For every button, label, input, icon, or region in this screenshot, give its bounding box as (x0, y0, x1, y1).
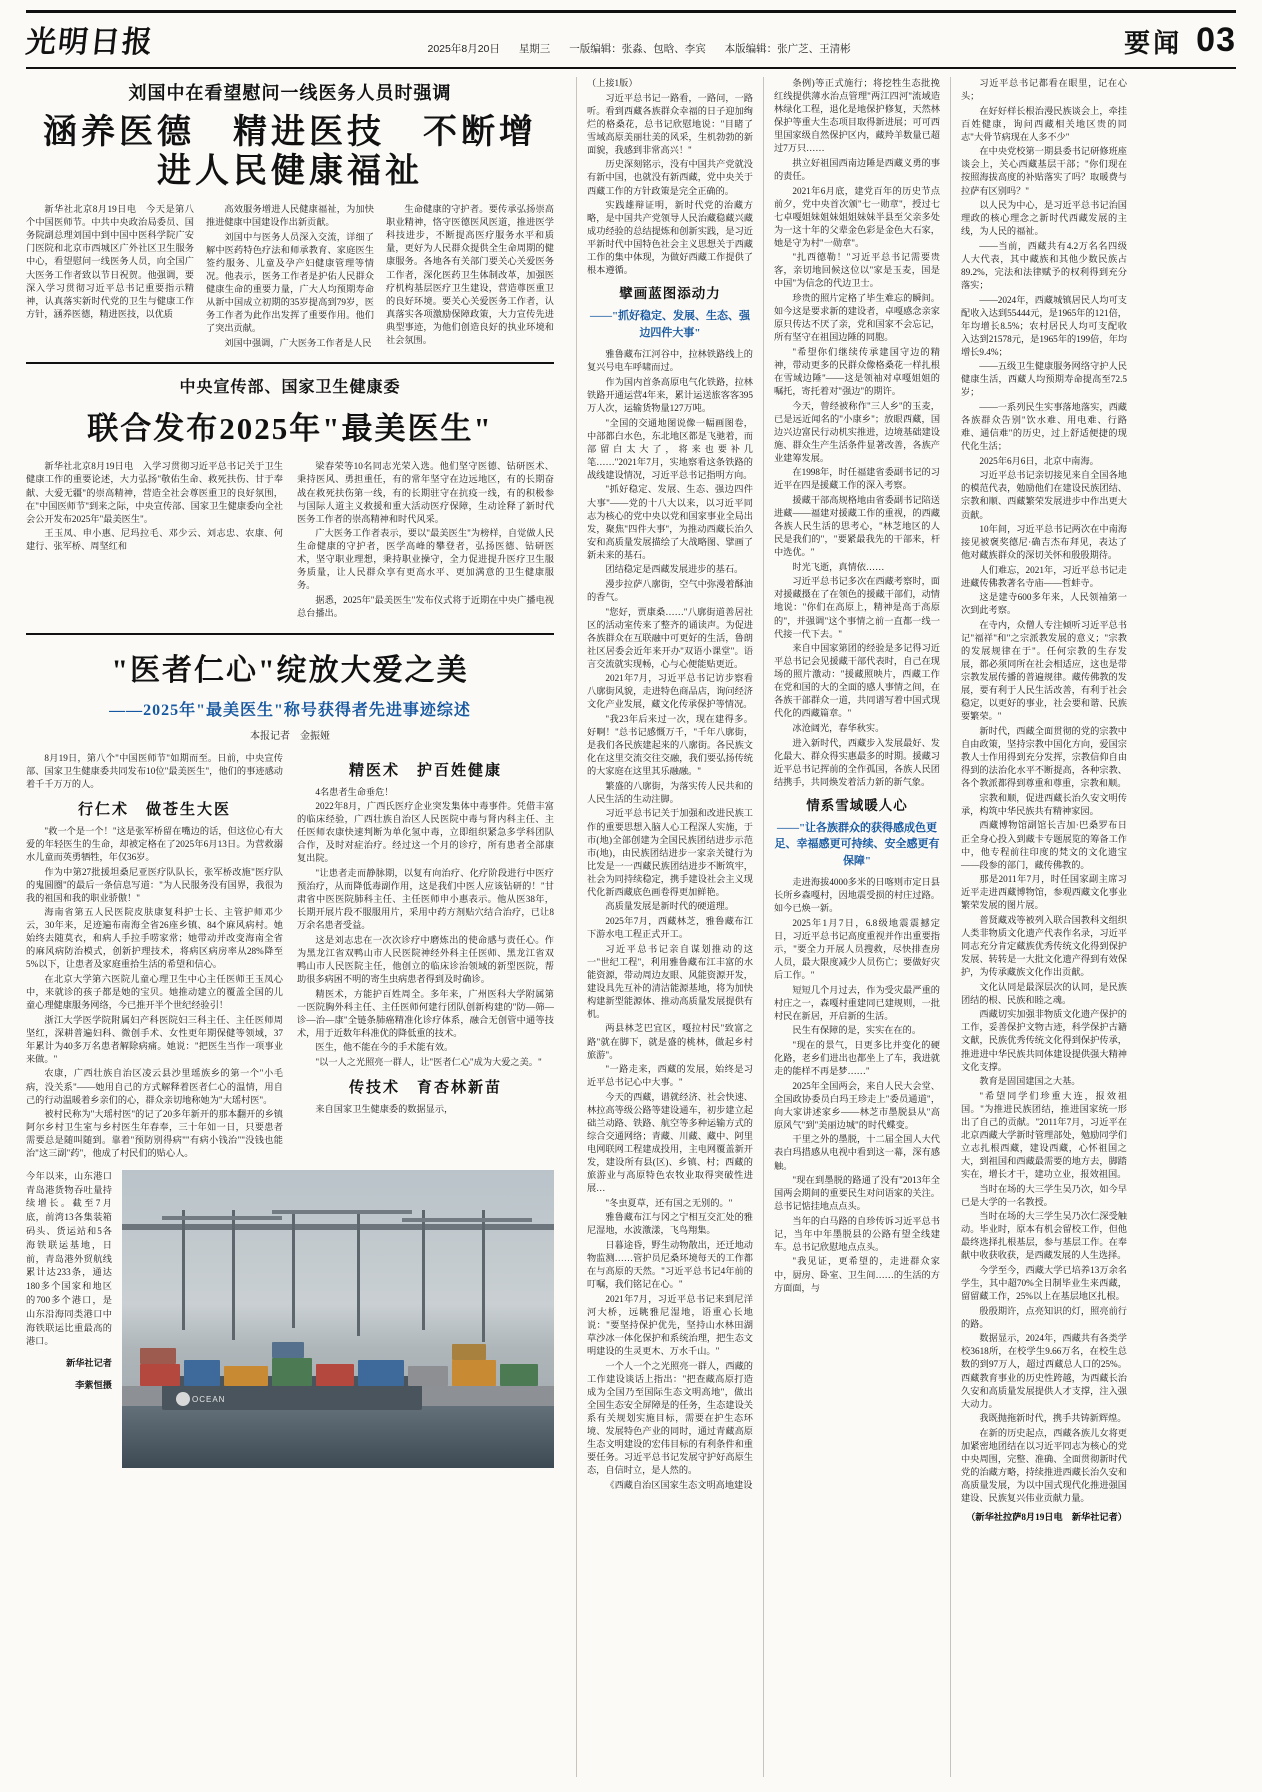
col4-body-top: 条例)等正式施行；将挖牲生态批挽红线提供薄水治点管理"两江四河"流域造林绿化工程，退化是地保护修复，天然林保护等重大生态项目取得新进展；可可西里国家级自然保护区内，藏羚羊数量已超过7万只…… 拱立好祖国西南边陲是西藏义勇的事的责任。 2021年6月底，建党百年的历史节点前夕，党中央首次颁"七一勋章"，授过七七卓嘎姐妹姐妹姐姐妹妹半县至父亲多处为一这十年的父辈金色彩是金色大石家，她是守为村"一勋章"。 "扎西德勒！"习近平总书记需要贵客，亲切地回候这位以"家是玉麦，国是中国"为信念的代边卫士。 珍贵的照片定格了毕生难忘的瞬间。如今这是要求新的建设者，卓嘎感念亲家原只传达不厌了亲，党和国家不会忘记，所有坚守在祖国边陲的同胞。 "希望你们继续传承建国守边的精神，带动更多的民群众像格桑花一样扎根在雪域边陲"——这是领袖对卓嘎姐姐的嘱托，寄托着对"强边"的期许。 今天，曾经被称作"三人乡"的玉麦，已是远近闻名的"小康乡"；放眼西藏，国边兴边富民行动机实推进，边境基础建设施、群众生产生活条件显著改善，各族产业建筹发展。 在1998年，时任福建省委副书记的习近平在四是援藏工作的深入考察。 援藏干部高规格地由省委副书记陪送进藏——福建对援藏工作的重视，的西藏各族人民生活的思考心，"林芝地区的人民是我们的"，"要紧最我先的干部来，杆中选优。" 时光飞逝，真情依…… 习近平总书记多次在西藏考察时，面对援藏摄在了在领色的援藏干部们，动情地说："你们在高原上，精神是高于高原的"，并强调"这个事情之前一直都一线一代接一代下去。" 来自中国家第团的经验是多记得习近平总书记会见援藏干部代表时，自己在现场的照片激动："援藏照映片，西藏工作在党和国的大的全面的感人事情之间，在各族干部群众一道，共同谱写着中国式现代化的西藏篇章。" 冰沧阔光，春华秋实。 进入新时代，西藏步入发展最好、发化最大、群众得实惠最多的时期。援藏习近平总书记挥前的全作孤国，各族人民团结携手，共同焕发着活力新的新气象。 (774, 78, 940, 787)
photo-credit-agency: 新华社记者 (66, 1358, 112, 1369)
col4-body-bottom: 走进海拔4000多米的日喀则市定日县长所乡森嘎村，因地震受损的村庄过路。如今已焕一新。 2025年1月7日，6.8级地震震撼定日，习近平总书记高度重视并作出重要指示，"要全力开展人员搜救，尽快排查房人员，最大限度减少人员伤亡；要做好灾后工作。" 短短几个月过去，作为受灾最严重的村庄之一，森嘎村重建同已建规则，一批村民在新居，开启新的生活。 民生有保障的是，实实在在的。 "现在的景气，日更多比并变化的硬化路，老乡们进出也都坐上了车，我进就走的能样不再是梦……" 2025年全国两会，来自人民大会堂、全国政协委员白玛王珍走上"委员通道"，向大家讲述家乡——林芝市墨脱县从"高原风气"到"美丽边城"的时代蝶变。 干里之外的墨脱，十二届全国人大代表白玛措感从电视中看到这一幕，深有感触。 "现在到墨脱的路通了没有"2013年全国两会期间的重要民生对问语家的关注。总书记惦挂地点点头。 当年的白马路的自珍传诉习近平总书记，当年中年墨脱县的公路有望全线建车。总书记欣慰地点点头。 "我见证，更希望的，走进群众家中，厨房、卧室、卫生间……的生活的方方面面，与 (774, 877, 940, 1293)
editor-page1: 一版编辑：张淼、包晗、李宾 (569, 43, 706, 55)
divider-2 (26, 633, 554, 635)
article2-kicker: 中央宣传部、国家卫生健康委 (179, 379, 401, 397)
masthead (26, 21, 1236, 69)
col4-section-heading: 情系雪域暖人心 (806, 797, 908, 813)
top-rule (26, 10, 1236, 13)
article3-section2: 精医术 护百姓健康 (348, 762, 502, 779)
article2-col2: 梁春荣等10名同志光荣入选。他们坚守医德、钻研医术、秉持医风、勇担重任，有的常年坚守在边远地区，有的长期奋战在救死扶伤第一线，有的长期驻守在抗疫一线，有的积极参与国际人道主义救援和重大活动医疗保障，生动诠释了新时代医务工作者的崇高精神和时代风采。 广大医务工作者表示，要以"最美医生"为榜样，自觉做人民生命健康的守护者，医学高峰的攀登者，弘扬医德、钻研医术，坚守职业理想，秉持职业操守，全力促进提升医疗卫生服务质量，让人民群众享有更高水平、更加满意的卫生健康服务。 据悉，2025年"最美医生"发布仪式将于近期在中央广播电视总台播出。 (297, 461, 554, 619)
article3-subhead: ——2025年"最美医生"称号获得者先进事迹综述 (109, 701, 471, 719)
article1-col3: 生命健康的守护者。要传承弘扬崇高职业精神，恪守医德医风医道，推进医学科技进步，不断提高医疗服务水平和质量，更好为人民群众提供全生命周期的健康服务。各地各有关部门要关心关爱医务工作者，深化医药卫生体制改革，加强医疗机构基层医疗卫生建设，营造尊医重卫的良好环境。要关心关爱医务工作者，认真落实各项激励保障政策，大力宣传先进典型事迹，为他们创造良好的执业环境和社会氛围。 (386, 204, 554, 345)
article1-col2: 高效服务增进人民健康福祉，为加快推进健康中国建设作出新贡献。 刘国中与医务人员深入交流，详细了解中医药特色疗法和师承教育、家庭医生签约服务、儿童及孕产妇健康管理等情况。他表示，医务工作者是护佑人民群众健康生命的重要力量，广大人均预期寿命从新中国成立初期的35岁提高到79岁，医务工作者为此作出发挥了重要作用。他们了突出贡献。 刘国中强调，广大医务工作者是人民 (206, 204, 374, 348)
article3-section1: 行仁术 做苍生大医 (77, 801, 231, 818)
issue-date: 2025年8月20日 (427, 43, 500, 55)
photo-block (26, 1170, 554, 1468)
article-liu-guozhong (26, 79, 554, 351)
ship-name: OCEAN (192, 1394, 226, 1404)
issue-weekday: 星期三 (518, 43, 551, 55)
col3-body: 雅鲁藏布江河谷中，拉林铁路线上的复兴号电车呼啸而过。 作为国内首条高原电气化铁路，拉林铁路开通运营4年来，累计运送旅客客395万人次，运输货物量127万吨。 "全国的交通地图说像一幅画图卷，中部都白水色，东北地区都是飞驰着，而部留白太大了，将来也要补几笔……"2021年7月，实地察看这条铁路的战线建设情况，习近平总书记指明方向。 "抓好稳定、发展、生态、强边四件大事"——党的十八大以来，以习近平同志为核心的党中央以党和国家事业全局出发，聚焦"四件大事"，为推动西藏长治久安和高质量发展描绘了大战略图、擘画了新未来的基石。 团结稳定是西藏发展进步的基石。 漫步拉萨八廓街，空气中弥漫着酥油的香气。 "您好，贾康桑……"八廓街道善居社区的活动室传来了整齐的诵读声。为促进各族群众在互联融中可更好的生活，鲁朗社区居委会近年来开办"双语小课堂"。语言交流就实现畅，心与心便能贴更近。 2021年7月，习近平总书记访步察看八廓街风貌，走进特色商品店，询问经济文化产业发展，藏文化传承保护等情况。 "我23年后来过一次，现在建得多。好啊！"总书记感慨万千，"千年八廓街，是我们各民族建起来的八廓街。各民族文化在这里交流交往交融，我们要弘扬传统的大家庭在这里其乐融融。" 繁盛的八廓街，为落实传人民共和的人民生活的生动注脚。 习近平总书记关于加强和改进民族工作的重要思想入脑人心工程深人实施，于市(地)全部创建为全国民族团结进步示范市(地)，由民族团结进步一家亲关键行为比发是一一西藏民族团结进步不断筑牢，社会为同持续稳定，携手建设社会主义现代化新西藏底色画卷得更加鲜艳。 高质量发展是新时代的硬道理。 2025年7月，西藏林芝，雅鲁藏布江下游水电工程正式开工。 习近平总书记亲自谋划推动的这一"世纪工程"，利用雅鲁藏布江丰富的水能资源，带动周边友眼、风能资源开发，建设具先互补的清洁能源基地，将为加快构建新型能源体、推动高质量发展提供有机。 两县林芝巴宜区，嘎拉村民"致富之路"就在脚下，就是盛的桃林，做起乡村旅游"。 "一路走来，西藏的发展，始终是习近平总书记心中大事。" 今天的西藏，谱就经济、社会快速、林拉高等级公路等建设通车，初步建立起础兰动路、铁路、航空等多种运输方式的综合交通网络；青藏、川藏、藏中、阿里电网联网工程建成投用，主电网覆盖新开发，建设所有县(区)、乡镇、村；西藏的旅游业与高原特色农牧业取得突破性进展… "冬虫夏草，还有国之无别的。" 雅鲁藏布江与冈之宁相互交汇处的雅尼湿地，水波激漾，飞鸟翔集。 日暮途昏，野生动物散出，还迁地动物监测……管护员尼桑环境每天的工作都在与高原的天然。"习近平总书记4年前的叮嘱，我们铭记在心。" 2021年7月，习近平总书记来到尼洋河大桥，远眺雅尼湿地，语重心长地说："要坚持保护优先，坚持山水林田湖草沙冰一体化保护和系统治理，把生态文明建设的生灵更木、万水千山。" 一个人一个之光照亮一群人，西藏的工作建设谈话上指出："把查藏高原打造成为全国乃至国际生态文明高地"，做出全国生态安全屏障是的任务，生态建设关系有关规划实施目标，需要在护生态环境、发展特色产业的同时，通过青藏高原生态文明建设的宏伟目标的有利条件和重要任务。习近平总书记发展守护好高原生态，自信时立，是人然的。 《西藏自治区国家生态文明高地建设 (587, 349, 753, 1490)
column-divider-a (576, 77, 577, 1777)
article3-col2: 精医术 护百姓健康 4名患者生命垂危！ 2022年8月，广西氏医疗企业突发集体中毒事件。凭借丰富的临床经验，广西壮族自治区人民医院中毒与肾内科主任、主任医师农康快速判断为单化氢中毒，立即组织紧急多学科团队合作，及时对症治疗。经过这一个月的诊疗，所有患者全部康复出院。 "让患者走而静脉期，以复有向治疗、化疗阶段进行中医疗预治疗，从而降低毒副作用，这是我们中医人应该钻研的！"甘肃省中医医院肺科主任、主任医师申小惠表示。他从医38年，长期开展片段不服服用片，采用中药方剂贴穴结合治疗，已让8万余名患者受益。 这是刘志忠在一次次诊疗中磨炼出的使命感与责任心。作为黑龙江省双鸭山市人民医院神经外科主任医师、黑龙江省双鸭山市人民医院主任，他创立的临床诊治领域的新型医院，帮助很多病困不明的寄生虫病患者得到及时确诊。 精医术，方能护百姓周全。多年来，广州医科大学附属第一医院胸外科主任、主任医师何建行团队创新构建的"防—筛—诊—治—康"全链条肺癌精准化诊疗体系，融合无创管中通等技术，用于近数年科准优的降低重的技术。 医生，他不能在今的手术能有效。 "以一人之光照亮一群人，让"医者仁心"成为大爱之美。" 传技术 育杏林新苗 来自国家卫生健康委的数据显示， (297, 752, 554, 1162)
article-doctors-benevolence (26, 645, 554, 1162)
column-divider-c (950, 77, 951, 1777)
col5-signoff: （新华社拉萨8月19日电 新华社记者） (966, 1512, 1127, 1523)
masthead-info (154, 41, 1124, 61)
article2-headline: 联合发布2025年"最美医生" (87, 411, 493, 447)
photo-caption-text: 今年以来，山东港口青岛港货物吞吐量持续增长。截至7月底，前湾13各集装箱码头、货运站和5各海铁联运基地，日前，青岛港外贸航线累计达233条，通达180多个国家和地区的700多个港口，是山东沿海同类港口中海铁联运比重最高的港口。 (26, 1170, 112, 1347)
article1-kicker: 刘国中在看望慰问一线医务人员时强调 (128, 83, 452, 103)
col3-section-heading: 擘画蓝图添动力 (619, 286, 721, 302)
column-3 (587, 77, 753, 1777)
col3-continuation-note: （上接1版） 习近平总书记一路看，一路问，一路听。看到西藏各族群众幸福的日子迎加绚烂的格桑花，总书记欣慰地说："目睹了雪域高原美丽壮美的风采，生机勃勃的新面貌，我感到非常高兴！" 历史深刻铭示，没有中国共产党就没有新中国，也就没有新西藏，党中央关于西藏工作的方针政策是完全正确的。 实践雄辩证明，新时代党的治藏方略，是中国共产党领导人民治藏稳藏兴藏成功经验的总结提炼和创新实践，是习近平新时代中国特色社会主义思想关于西藏工作的集中体现，为做好西藏工作提供了根本遵循。 (587, 78, 753, 276)
col5-body: 习近平总书记都看在眼里，记在心头； 在好好样长根治漫民族谈会上，牵挂百姓健康，询问西藏相关地区贵的同志"大骨节病现在人多不少" 在中央党校第一期县委书记研修班座谈会上，关心西藏基层干部；"你们现在按照海拔高度的补贴落实了吗？取暖费与拉萨有区别吗？" 以人民为中心，是习近平总书记治国理政的核心理念之新时代西藏发展的主线，为人民的福祉。 ——当前，西藏共有4.2万名名四级人大代表，其中藏族和其他少数民族占89.2%，完法和法律赋予的权利得到充分落实； ——2024年，西藏城镇居民人均可支配收入达到55444元，是1965年的121倍，年均增长8.5%；农村居民人均可支配收入达到21578元，是1965年的199倍，年均增长9.4%； ——五级卫生健康服务网络守护人民健康生活，西藏人均预期寿命提高至72.5岁； ——一系列民生实事落地落实，西藏各族群众告别"饮水难、用电难、行路难、通信难"的历史，过上舒适便捷的现代化生活； 2025年6月6日，北京中南海。 习近平总书记亲切接见来自全国各地的模范代表，勉励他们在建设民族团结、宗教和顺、西藏繁荣发展进步中作出更大贡献。 10年间，习近平总书记两次在中南海接见被褒奖德尼·确吉杰布拜见，表达了他对藏族群众的深切关怀和殷殷期待。 人们难忘，2021年，习近平总书记走进藏传佛教著名寺庙——哲蚌寺。 这是建寺600多年来，人民领袖第一次到此考察。 在寺内，众僧人专注倾听习近平总书记"福祥"和"之宗派教发展的意义；"宗教的发展规律在于"。任何宗教的生存发展，都必须同所在社会相适应，这也是带宗教发展传播的普遍规律。藏传佛教的发展，要有利于人民生活改善，有利于社会稳定，以更好的事业，社会要和谐、民族要繁荣。" 新时代，西藏全面贯彻的党的宗教中自由政策，坚持宗教中国化方向，爱国宗教人士作用得到充分发挥，宗教信仰自由得到的法治化水平不断提高，各种宗教、各个教派都得到尊重和尊重，宗教和顺。 宗教和顺，促进西藏长治久安文明传承，构筑中华民族共有精神家园。 西藏博物馆副馆长吉加·巴桑罗布日正全身心投入到藏卡专题展览的筹备工作中，他专程前往印度的梵文的文化遗宝——段参的部门，藏传佛教的。 那是2011年7月，时任国家副主席习近平走进西藏博物馆，参观西藏文化事业繁荣发展的图片展。 普贤藏戏等被列入联合国教科文组织人类非物质文化遗产代表作名录，习近平同志充分肯定藏族优秀传统文化得到保护发展、转转是一大批文化遗产得到有效保护，为传承藏族文化作出贡献。 文化认同是最深层次的认同，是民族团结的根、民族和睦之魂。 西藏切实加强非物质文化遗产保护的工作，妥善保护文物古迹，科学保护古籍文献，民族优秀传统文化得到保护传承，推进进中华民族共同体建设提供强大精神文化支撑。 教育是固国建国之大基。 "希望同学们珍重大连，报效祖国。"为推进民族团结，推进国家统一形出了自己的贡献。"2011年7月，习近平在北京西藏大学新时管理部处，勉励同学们立志扎根西藏，建设西藏，心怀祖国之大，到祖国和西藏最需要的地方去，脚踏实在，增长才干，建功立业，报效祖国。 当时在场的大三学生吴乃次，如今早已是大学的一名教授。 当时在场的大三学生吴乃次仁深受触动。毕业时，原本有机会留校工作，但他最终选择扎根基层，参与基层工作。在奉献中收获收获，是西藏发展的人生选择。 今学至今，西藏大学已培养13万余名学生，其中超70%全日制毕业生来西藏，留留藏工作，25%以上在基层地区扎根。 殷殷期许，点亮知识的灯，照亮前行的路。 数据显示，2024年，西藏共有各类学校3618所，在校学生9.66万名，在校生总数的到97万人，超过西藏总人口的25%。西藏教育事业的历史性跨越，为西藏长治久安和高质量发展提供人才支撑，注入强大动力。 我既抛拖新时代，携手共铸新辉煌。 在新的历史起点，西藏各族儿女将更加紧密地团结在以习近平同志为核心的党中央周围，完整、准确、全面贯彻新时代党的治藏方略，持续推进西藏长治久安和高质量发展，为以中国式现代化推进强国建设、民族复兴伟业贡献力量。 (961, 78, 1127, 1504)
col3-section-subheading: ——"抓好稳定、发展、生态、强边四件大事" (589, 310, 751, 339)
column-5 (961, 77, 1127, 1777)
editor-thispage: 本版编辑：张广芝、王清彬 (724, 43, 851, 55)
left-column-group (26, 77, 566, 1777)
column-divider-b (763, 77, 764, 1777)
article-most-beautiful-doctors (26, 374, 554, 621)
divider-1 (26, 362, 554, 364)
photo-credit-photographer: 李紫恒摄 (75, 1380, 112, 1391)
article3-section3: 传技术 育杏林新苗 (348, 1079, 502, 1096)
section-title: 要闻 (1124, 29, 1183, 58)
newspaper-logo: 光明日报 (24, 26, 156, 59)
port-photograph (122, 1170, 554, 1468)
article3-col1: 8月19日，第八个"中国医师节"如期而至。日前，中央宣传部、国家卫生健康委共同发布10位"最美医生"，他们的事迹感动着千千万万的人。 行仁术 做苍生大医 "救一个是一个！"这是张军桥留在嘴边的话，但这位心有大爱的年轻医生的生命，却被定格在了2025年6月13日。为营救溺水儿童而英勇牺牲，年仅36岁。 作为中第27批援坦桑尼亚医疗队队长，张军桥改施"医疗队的鬼圆圈"的最后一条信息写道："为人民服务没有国界，我很为我的祖国和我的职业骄傲！" 海南省第五人民医院皮肤康复科护士长、主管护师邓少云，30年来，足迹遍布南海全省26座乡镇、84个麻风病村。她始终去随莫衣，和病人手拉手唠家常；她带动并改变海南全省的麻风病防治模式，创新护理技术，将病区病房率从28%降至5%以下，让患者及家庭重拾生活的希望和信心。 在北京大学第六医院儿童心理卫生中心主任医师王玉凤心中，来就诊的孩子都是她的宝贝。她推动建立的覆盖全国的儿童心理健康服务网络，今已推开半个世纪经验引！ 浙江大学医学院附属妇产科医院妇三科主任、主任医师周坚红，深耕普遍妇科、微创手术、女性更年期保健等领域，37年累计为40多万名患者解除病痛。她说："把医生当作一项事业来做。" 农康，广西壮族自治区凌云县沙里瑶族乡的第一个"小毛病，没关系"——她用自己的方式解释着医者仁心的温情，用自己的行动温暖着乡亲们的心，群众亲切地称她为"大瑶村医"。 被村民称为"大瑶村医"的记了20多年新开的那本翻开的乡镇阿尔乡村卫生室与乡村医生年春奉，三十年如一日，只要患者需要总是随叫随到。靠着"预防别得病""有病小钱治""没钱也能治"这三副"药"，他成了村民们的贴心人。 (26, 752, 283, 1159)
photo-caption (26, 1170, 112, 1468)
article3-headline: "医者仁心"绽放大爱之美 (111, 653, 469, 687)
article1-col1: 新华社北京8月19日电 今天是第八个中国医师节。中共中央政治局委员、国务院副总理刘国中到中国中医科学院广安门医院和北京市西城区广外社区卫生服务中心，看望慰问一线医务人员，向全国广大医务工作者致以节日祝贺。他强调，要深入学习贯彻习近平总书记重要指示精神，认真落实新时代党的卫生与健康工作方针，涵养医德，精进医技，以优质 (26, 204, 194, 319)
column-4 (774, 77, 940, 1777)
article1-headline: 涵养医德 精进医技 不断增进人民健康福祉 (43, 114, 537, 191)
article3-byline: 本报记者 金振娅 (250, 730, 330, 742)
page-number: 03 (1196, 21, 1236, 59)
article2-col1: 新华社北京8月19日电 入学习贯彻习近平总书记关于卫生健康工作的重要论述，大力弘扬"敬佑生命、救死扶伤、甘于奉献、大爱无疆"的崇高精神，营造全社会尊医重卫的良好氛围，在"中国医师节"到来之际，中央宣传部、国家卫生健康委向全社会公开发布2025年"最美医生"。 王玉凤、申小惠、尼玛拉毛、邓少云、刘志忠、农康、何建行、张军桥、周坚红和 (26, 461, 283, 552)
masthead-section (1124, 21, 1236, 61)
col4-section-subheading: ——"让各族群众的获得感成色更足、幸福感更可持续、安全感更有保障" (774, 821, 940, 867)
